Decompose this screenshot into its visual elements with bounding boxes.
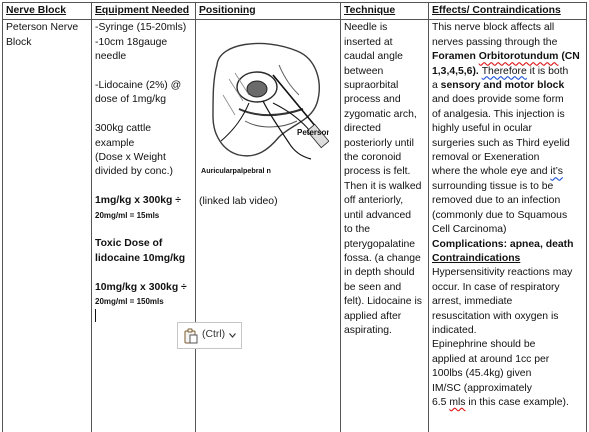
nerve-name-line: Block [6, 36, 32, 48]
toxic-dose-line: Toxic Dose of [95, 238, 163, 250]
equipment-line: -Lidocaine (2%) @ [95, 80, 182, 92]
technique-line: posteriorly until [344, 137, 414, 149]
cell-technique[interactable] [341, 20, 429, 432]
equipment-line: (Dose x Weight [95, 152, 166, 164]
figure-label-peterson: Peterson [297, 128, 329, 138]
effects-line: highly useful in ocular [432, 123, 532, 135]
toxic-dose-line: lidocaine 10mg/kg [95, 252, 186, 264]
linked-lab-video[interactable]: (linked lab video) [199, 195, 278, 207]
effects-line: Foramen Orbitorotundum (CN [432, 51, 580, 63]
equipment-line: -Syringe (15-20mls) [95, 22, 187, 34]
effects-line: 6.5 mls in this case example). [432, 396, 569, 408]
cell-equipment[interactable] [92, 20, 196, 432]
toxic-result-line: 20mg/ml = 150mls [95, 297, 164, 307]
equipment-line: dose of 1mg/kg [95, 94, 167, 106]
spellcheck-word: Orbitorotundum [478, 51, 559, 63]
technique-line: until advanced [344, 209, 412, 221]
equipment-line: 300kg cattle [95, 123, 152, 135]
dose-calc-line: 1mg/kg x 300kg ÷ [95, 195, 181, 207]
technique-line: fossa. (a change [344, 252, 421, 264]
effects-line: Epinephrine should be [432, 339, 536, 351]
dose-result-line: 20mg/ml = 15mls [95, 210, 160, 220]
equipment-line: example [95, 137, 135, 149]
header-nerve-block: Nerve Block [3, 3, 92, 20]
effects-line: and does provide some form [432, 94, 564, 106]
figure-label-auriculopalpebral: Auricularpalpebral n [201, 166, 271, 176]
spellcheck-word: mls [449, 396, 466, 408]
technique-line: the coronoid [344, 152, 402, 164]
effects-line: where the whole eye and it’s [432, 166, 563, 178]
equipment-line: needle [95, 51, 127, 63]
header-effects-contraindications: Effects/ Contraindications [429, 3, 587, 20]
complications-line: Complications: apnea, death [432, 238, 574, 250]
effects-line: 1,3,4,5,6). Therefore it is both [432, 65, 569, 77]
peterson-block-illustration [199, 25, 329, 183]
technique-line: directed [344, 123, 381, 135]
effects-line: Cell Carcinoma) [432, 224, 507, 236]
technique-line: be seen and [344, 281, 402, 293]
technique-line: felt). Lidocaine is [344, 296, 422, 308]
technique-line: process is felt. [344, 166, 411, 178]
header-positioning: Positioning [196, 3, 341, 20]
effects-line: removal or Exeneration [432, 152, 540, 164]
paste-options-label: (Ctrl) [202, 329, 226, 341]
effects-line: applied at around 1cc per [432, 353, 550, 365]
technique-line: inserted at [344, 36, 393, 48]
paste-options-button[interactable] [177, 322, 242, 349]
effects-line: indicated. [432, 324, 477, 336]
effects-line: surrounding tissue is to be [432, 180, 554, 192]
effects-line: (commonly due to Squamous [432, 209, 568, 221]
technique-line: applied after [344, 310, 402, 322]
technique-line: caudal angle [344, 51, 403, 63]
effects-line: of analgesia. This injection is [432, 108, 565, 120]
equipment-line: divided by conc.) [95, 166, 173, 178]
grammar-check-word: Therefore [481, 65, 527, 77]
effects-line: Hypersensitivity reactions may [432, 267, 573, 279]
nerve-name-line: Peterson Nerve [6, 22, 79, 34]
effects-line: nerves passing through the [432, 36, 558, 48]
equipment-line: -10cm 18gauge [95, 36, 168, 48]
technique-line: process and [344, 94, 401, 106]
header-equipment-needed: Equipment Needed [92, 3, 196, 20]
technique-line: off anteriorly, [344, 195, 404, 207]
effects-line: occur. In case of respiratory [432, 281, 560, 293]
cell-effects[interactable] [429, 20, 587, 432]
technique-line: supraorbital [344, 80, 399, 92]
technique-line: between [344, 65, 384, 77]
cell-positioning[interactable] [196, 20, 341, 432]
effects-line: resuscitation with oxygen is [432, 310, 559, 322]
effects-line: arrest, immediate [432, 296, 513, 308]
technique-line: in depth should [344, 267, 415, 279]
toxic-calc-line: 10mg/kg x 300kg ÷ [95, 281, 187, 293]
clipboard-icon [184, 328, 198, 344]
chevron-down-icon [229, 333, 236, 338]
technique-line: zygomatic arch, [344, 108, 417, 120]
cell-nerve-block[interactable] [3, 20, 92, 432]
header-row [3, 3, 587, 20]
technique-line: Needle is [344, 22, 388, 34]
nerve-block-table [2, 2, 587, 432]
effects-line: surgeries such as Third eyelid [432, 137, 570, 149]
effects-line: This nerve block affects all [432, 22, 555, 34]
effects-line: removed due to an infection [432, 195, 561, 207]
effects-line: 100lbs (45.4kg) given [432, 368, 532, 380]
technique-line: pterygopalatine [344, 238, 416, 250]
contraindications-heading: Contraindications [432, 252, 521, 264]
technique-line: aspirating. [344, 324, 392, 336]
effects-line: a sensory and motor block [432, 80, 565, 92]
text-cursor [95, 309, 96, 322]
grammar-check-word: it’s [550, 166, 563, 178]
header-technique: Technique [341, 3, 429, 20]
technique-line: to the [344, 224, 370, 236]
effects-line: IM/SC (approximately [432, 382, 532, 394]
technique-line: Then it is walked [344, 180, 422, 192]
table-row [3, 20, 587, 432]
